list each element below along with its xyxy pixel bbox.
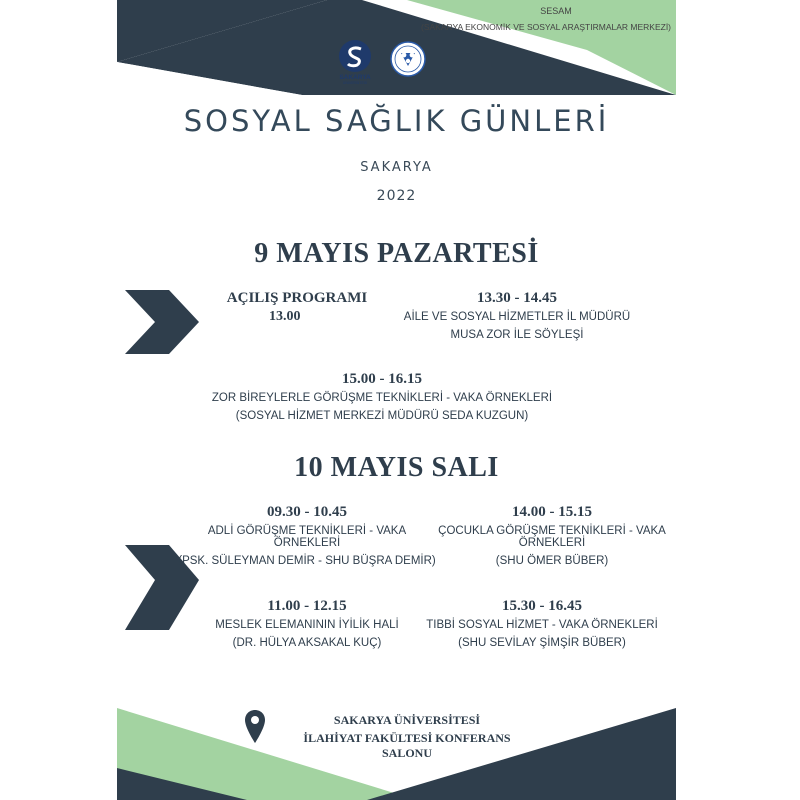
university-logo-text: SAKARYA <box>339 74 371 81</box>
session-title: MESLEK ELEMANININ İYİLİK HALİ <box>215 619 399 631</box>
event-year: 2022 <box>376 188 417 204</box>
session-speaker: (DR. HÜLYA AKSAKAL KUÇ) <box>232 637 382 649</box>
chevron-right-icon-day1 <box>125 290 199 354</box>
venue-university: SAKARYA ÜNİVERSİTESİ <box>333 713 481 727</box>
page-title: SOSYAL SAĞLIK GÜNLERİ <box>183 104 610 138</box>
session-title: ZOR BİREYLERLE GÖRÜŞME TEKNİKLERİ - VAKA ÖRNEKLERİ <box>211 392 553 404</box>
session-block <box>197 371 567 422</box>
sakarya-university-logo <box>335 40 375 92</box>
session-block <box>177 504 437 567</box>
session-title: ÇOCUKLA GÖRÜŞME TEKNİKLERİ - VAKA ÖRNEKLERİ <box>438 525 666 549</box>
session-title: ADLİ GÖRÜŞME TEKNİKLERİ - VAKA ÖRNEKLERİ <box>207 525 407 549</box>
session-block <box>412 598 672 649</box>
session-speaker: (PSK. SÜLEYMAN DEMİR - SHU BÜŞRA DEMİR) <box>178 555 436 567</box>
session-block <box>397 290 637 341</box>
org-full-name: (SAKARYA EKONOMİK VE SOSYAL ARAŞTIRMALAR MERKEZİ) <box>420 22 672 32</box>
day2-heading: 10 MAYIS SALI <box>294 452 499 483</box>
venue-hall: İLAHİYAT FAKÜLTESİ KONFERANS SALONU <box>303 731 511 760</box>
session-time: 13.30 - 14.45 <box>477 290 557 306</box>
location-pin-icon <box>244 709 266 745</box>
session-time: 11.00 - 12.15 <box>267 598 347 614</box>
session-time: 14.00 - 15.15 <box>512 504 592 520</box>
day1-heading: 9 MAYIS PAZARTESİ <box>254 238 539 269</box>
session-speaker: (SHU SEVİLAY ŞİMŞİR BÜBER) <box>458 637 626 649</box>
session-title: TIBBİ SOSYAL HİZMET - VAKA ÖRNEKLERİ <box>426 619 658 631</box>
session-time: 15.30 - 16.45 <box>502 598 582 614</box>
university-logo-subtext: ÜNİVERSİTESİ <box>342 81 368 85</box>
session-speaker: (SOSYAL HİZMET MERKEZİ MÜDÜRÜ SEDA KUZGUN) <box>235 410 529 422</box>
session-speaker: MUSA ZOR İLE SÖYLEŞİ <box>450 329 584 341</box>
university-emblem-icon <box>339 40 371 72</box>
session-time: 15.00 - 16.15 <box>342 371 422 387</box>
event-city: SAKARYA <box>360 160 433 175</box>
opening-time: 13.00 <box>269 309 301 324</box>
session-block <box>412 504 676 567</box>
sesam-logo <box>390 41 426 77</box>
session-block <box>177 598 437 649</box>
opening-program <box>197 290 397 325</box>
opening-label: AÇILIŞ PROGRAMI <box>226 290 368 306</box>
org-name: SESAM <box>540 6 572 16</box>
session-title: AİLE VE SOSYAL HİZMETLER İL MÜDÜRÜ <box>403 311 631 323</box>
session-speaker: (SHU ÖMER BÜBER) <box>495 555 609 567</box>
event-poster <box>117 0 676 800</box>
session-time: 09.30 - 10.45 <box>267 504 347 520</box>
